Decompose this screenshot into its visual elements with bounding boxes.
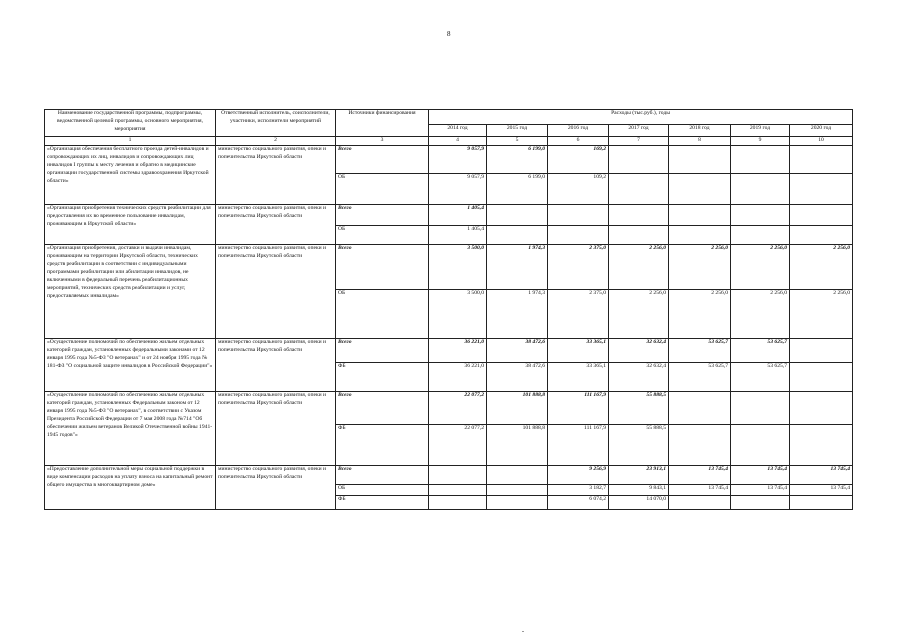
amount-cell: 2 256,0 [790,244,853,289]
table-row [45,145,853,173]
activity-name: «Организация обеспечения бесплатного проезда детей-инвалидов и сопровождающих их лиц, инвалидов и сопровождающих лиц инвалидов I группы к месту лечения и обратно в медицинские организации государственной системы здравоохранения Иркутской области» [45,145,216,204]
amount-cell: 109,2 [548,173,609,204]
amount-cell [731,173,790,204]
amount-cell [429,495,487,509]
header-source: Источники финансирования [336,110,429,137]
amount-cell: 2 256,0 [669,289,731,338]
header-executor: Ответственный исполнитель, соисполнители, участники, исполнители мероприятий [216,110,336,137]
amount-cell: 13 745,4 [669,484,731,495]
header-year: 2015 год [487,125,548,137]
activity-name: «Организация приобретения, доставки и выдачи инвалидам, проживающим на территории Иркутской области, технических средств реабилитации в соответствии с индивидуальными программами реабилитации или абилитации инвалидов, не включенными в федеральный перечень реабилитационных мероприятий, технических средств реабилитации и услуг, предоставляемых инвалидам» [45,244,216,338]
column-number: 6 [548,137,609,146]
amount-cell: 111 167,9 [548,424,609,465]
amount-cell: 101 888,8 [487,424,548,465]
amount-cell: 53 625,7 [731,362,790,391]
amount-cell: 23 913,1 [609,465,669,484]
amount-cell [790,362,853,391]
funding-source: Всего [336,204,429,225]
amount-cell: 53 625,7 [669,338,731,362]
table-row [45,244,853,289]
amount-cell [790,424,853,465]
funding-source: ФБ [336,362,429,391]
executor: министерство социального развития, опеки и попечительства Иркутской области [216,204,336,244]
page-number: 8 [447,30,451,38]
amount-cell [731,495,790,509]
funding-source: ОБ [336,173,429,204]
header-year: 2018 год [669,125,731,137]
amount-cell [731,391,790,424]
amount-cell [487,204,548,225]
amount-cell: 111 167,9 [548,391,609,424]
funding-source: Всего [336,244,429,289]
amount-cell [669,391,731,424]
amount-cell [790,204,853,225]
amount-cell: 2 256,0 [790,289,853,338]
amount-cell: 32 632,4 [609,338,669,362]
header-year: 2019 год [731,125,790,137]
amount-cell [429,484,487,495]
amount-cell: 13 745,4 [790,465,853,484]
table-row [45,204,853,225]
amount-cell: 2 256,0 [731,289,790,338]
amount-cell: 22 077,2 [429,424,487,465]
amount-cell: 33 365,1 [548,338,609,362]
amount-cell [790,495,853,509]
amount-cell [669,495,731,509]
amount-cell [731,145,790,173]
amount-cell: 2 375,0 [548,244,609,289]
column-number: 5 [487,137,548,146]
amount-cell: 13 745,4 [790,484,853,495]
amount-cell: 1 405,4 [429,204,487,225]
amount-cell [790,225,853,244]
executor: министерство социального развития, опеки и попечительства Иркутской области [216,145,336,204]
header-year: 2020 год [790,125,853,137]
amount-cell: 1 974,3 [487,289,548,338]
column-number: 2 [216,137,336,146]
scan-speck [522,631,524,632]
amount-cell: 36 221,0 [429,362,487,391]
column-number: 10 [790,137,853,146]
amount-cell: 14 070,0 [609,495,669,509]
amount-cell: 53 625,7 [731,338,790,362]
funding-source: Всего [336,338,429,362]
amount-cell [731,225,790,244]
funding-source: Всего [336,145,429,173]
activity-name: «Предоставление дополнительной меры социальной поддержки в виде компенсации расходов на уплату взноса на капитальный ремонт общего имущества в многоквартирном доме» [45,465,216,509]
header-name: Наименование государственной программы, подпрограммы, ведомственной целевой программы, основного мероприятия, мероприятия [45,110,216,137]
amount-cell [487,495,548,509]
amount-cell [429,465,487,484]
amount-cell: 3 500,0 [429,289,487,338]
amount-cell: 169,2 [548,145,609,173]
expenses-table [44,109,853,510]
amount-cell: 13 745,4 [669,465,731,484]
amount-cell: 3 500,0 [429,244,487,289]
header-row [45,110,853,125]
amount-cell: 2 256,0 [609,289,669,338]
amount-cell: 3 182,7 [548,484,609,495]
amount-cell: 13 745,4 [731,465,790,484]
funding-source: Всего [336,391,429,424]
amount-cell: 101 888,8 [487,391,548,424]
column-numbers-row [45,137,853,146]
funding-source: ФБ [336,424,429,465]
amount-cell [487,225,548,244]
header-year: 2017 год [609,125,669,137]
column-number: 8 [669,137,731,146]
column-number: 1 [45,137,216,146]
amount-cell [487,484,548,495]
column-number: 4 [429,137,487,146]
executor: министерство социального развития, опеки и попечительства Иркутской области [216,465,336,509]
amount-cell: 9 256,9 [548,465,609,484]
amount-cell: 55 888,5 [609,424,669,465]
amount-cell: 13 745,4 [731,484,790,495]
amount-cell [669,424,731,465]
column-number: 9 [731,137,790,146]
amount-cell: 1 405,4 [429,225,487,244]
amount-cell [609,225,669,244]
amount-cell: 2 256,0 [669,244,731,289]
table-row [45,391,853,424]
amount-cell [548,204,609,225]
amount-cell [790,391,853,424]
amount-cell [669,173,731,204]
amount-cell: 32 632,4 [609,362,669,391]
amount-cell [790,145,853,173]
amount-cell: 2 256,0 [609,244,669,289]
amount-cell: 2 375,0 [548,289,609,338]
amount-cell [669,204,731,225]
amount-cell: 33 365,1 [548,362,609,391]
funding-source: ФБ [336,495,429,509]
amount-cell [669,225,731,244]
table-row [45,338,853,362]
amount-cell: 6 199,0 [487,173,548,204]
funding-source: ОБ [336,484,429,495]
amount-cell [609,145,669,173]
amount-cell: 9 843,1 [609,484,669,495]
amount-cell [548,225,609,244]
header-expenses: Расходы (тыс.руб.), годы [429,110,853,125]
amount-cell [487,465,548,484]
funding-source: Всего [336,465,429,484]
amount-cell [790,338,853,362]
amount-cell: 38 472,6 [487,338,548,362]
executor: министерство социального развития, опеки и попечительства Иркутской области [216,338,336,391]
column-number: 7 [609,137,669,146]
amount-cell: 6 074,2 [548,495,609,509]
amount-cell: 9 057,9 [429,145,487,173]
activity-name: «Осуществление полномочий по обеспечению жильем отдельных категорий граждан, установленных Федеральным законом от 12 января 1995 года №5-ФЗ "О ветеранах", в соответствии с Указом Президента Российской Федерации от 7 мая 2008 года №714 "Об обеспечении жильем ветеранов Великой Отечественной войны 1941-1945 годов"» [45,391,216,465]
activity-name: «Осуществление полномочий по обеспечению жильем отдельных категорий граждан, установленных федеральными законами от 12 января 1995 года №5-ФЗ "О ветеранах" и от 24 ноября 1995 года № 181-ФЗ "О социальной защите инвалидов в Российской Федерации"» [45,338,216,391]
amount-cell [790,173,853,204]
amount-cell: 36 221,0 [429,338,487,362]
amount-cell: 9 057,9 [429,173,487,204]
amount-cell: 38 472,6 [487,362,548,391]
amount-cell: 22 077,2 [429,391,487,424]
column-number: 3 [336,137,429,146]
amount-cell: 2 256,0 [731,244,790,289]
header-year: 2014 год [429,125,487,137]
amount-cell: 1 974,3 [487,244,548,289]
table-row [45,465,853,484]
amount-cell: 55 888,5 [609,391,669,424]
activity-name: «Организация приобретения технических средств реабилитации для предоставления их во временное пользование инвалидам, проживающим в Иркутской области» [45,204,216,244]
amount-cell [609,204,669,225]
amount-cell [669,145,731,173]
funding-source: ОБ [336,225,429,244]
amount-cell: 6 199,0 [487,145,548,173]
executor: министерство социального развития, опеки и попечительства Иркутской области [216,391,336,465]
amount-cell: 53 625,7 [669,362,731,391]
header-year: 2016 год [548,125,609,137]
executor: министерство социального развития, опеки и попечительства Иркутской области [216,244,336,338]
amount-cell [731,204,790,225]
funding-source: ОБ [336,289,429,338]
amount-cell [731,424,790,465]
amount-cell [609,173,669,204]
